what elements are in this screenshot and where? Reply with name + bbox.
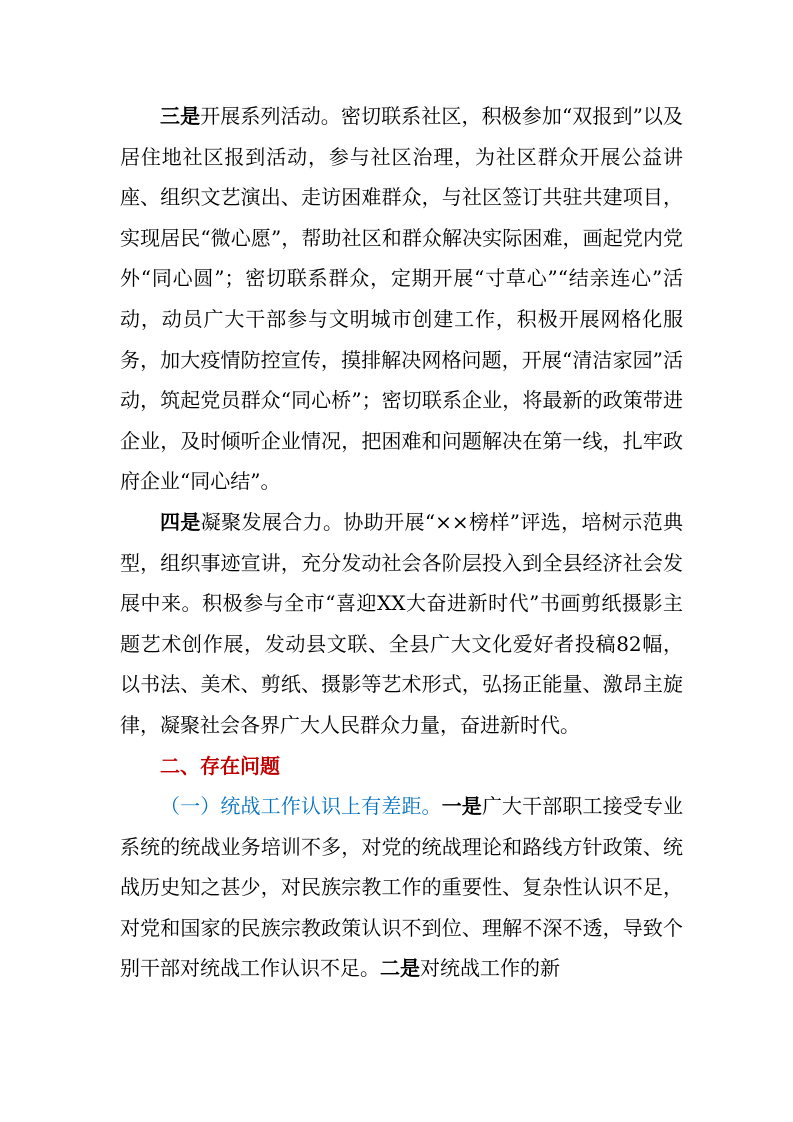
paragraph-lead: 一是 [441,794,482,819]
paragraph-lead: 四是 [160,509,201,534]
paragraph-text: 凝聚发展合力。协助开展“××榜样”评选，培树示范典型，组织事迹宣讲，充分发动社会各阶层投入到全县经济社会发展中来。积极参与全市“喜迎XX大奋进新时代”书画剪纸摄影主题艺术创作展，发动县文联、全县广大文化爱好者投稿82幅，以书法、美术、剪纸、摄影等艺术形式，弘扬正能量、激昂主旋律，凝聚社会各界广大人民群众力量，奋进新时代。 [120,509,684,737]
paragraph-text: 开展系列活动。密切联系社区，积极参加“双报到”以及居住地社区报到活动，参与社区治理，为社区群众开展公益讲座、组织文艺演出、走访困难群众，与社区签订共驻共建项目，实现居民“微心愿”，帮助社区和群众解决实际困难，画起党内党外“同心圆”；密切联系群众，定期开展“寸草心”“结亲连心”活动，动员广大干部参与文明城市创建工作，积极开展网格化服务，加大疫情防控宣传，摸排解决网格问题，开展“清洁家园”活动，筑起党员群众“同心桥”；密切联系企业，将最新的政策带进企业，及时倾听企业情况，把困难和问题解决在第一线，扎牢政府企业“同心结”。 [120,104,684,494]
paragraph-text: 对统战工作的新 [420,956,560,981]
paragraph-text: 广大干部职工接受专业系统的统战业务培训不多，对党的统战理论和路线方针政策、统战历史知之甚少，对民族宗教工作的重要性、复杂性认识不足，对党和国家的民族宗教政策认识不到位、理解不深不透，导致个别干部对统战工作认识不足。 [120,794,684,981]
paragraph-lead: 三是 [160,104,201,128]
paragraph-lead: 二是 [380,956,420,981]
paragraph-four [120,502,683,746]
paragraph-three [120,96,683,502]
section-heading: 二、存在问题 [160,753,280,778]
subsection-paragraph [120,786,683,989]
document-page [120,96,683,989]
subsection-title: （一）统战工作认识上有差距。 [160,794,442,819]
